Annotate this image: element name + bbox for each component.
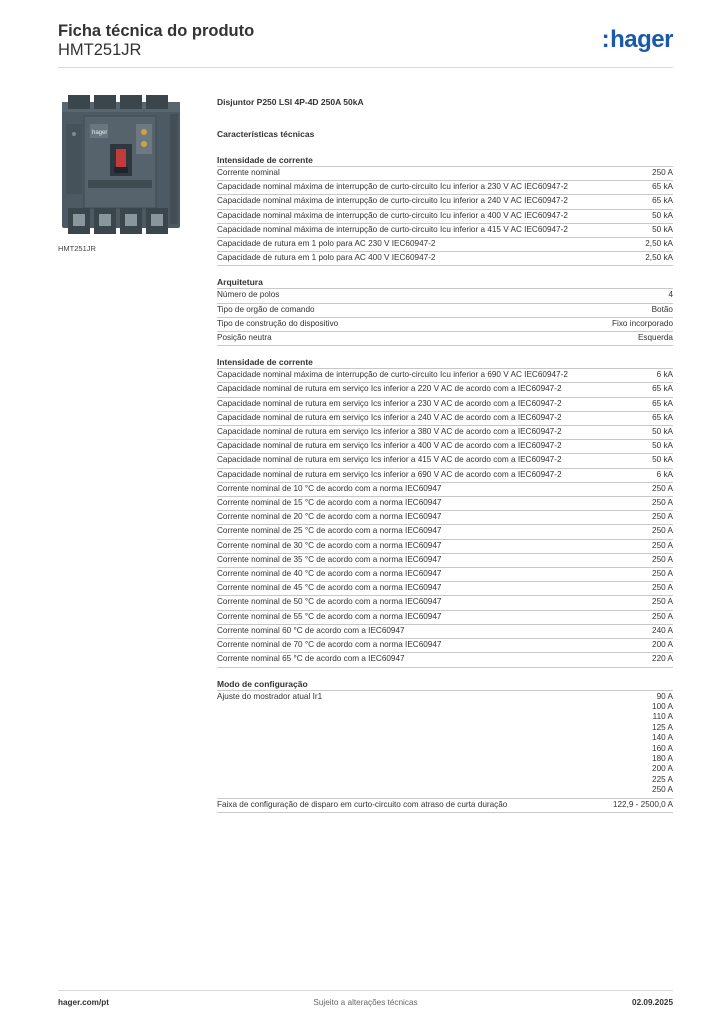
spec-value: 2,50 kA [645, 239, 673, 249]
spec-value: 200 A [652, 640, 673, 650]
spec-value: 50 kA [652, 427, 673, 437]
spec-label: Faixa de configuração de disparo em curto-circuito com atraso de curta duração [217, 799, 508, 809]
spec-value: 240 A [652, 625, 673, 635]
footer-divider [58, 990, 673, 991]
spec-row [217, 568, 673, 582]
technical-characteristics-title: Características técnicas [217, 129, 315, 139]
spec-label: Corrente nominal [217, 168, 280, 177]
spec-value: 2,50 kA [645, 253, 673, 263]
spec-label: Capacidade nominal de rutura em serviço Ics inferior a 220 V AC de acordo com a IEC60947-2 [217, 384, 562, 394]
spec-label: Capacidade nominal de rutura em serviço Ics inferior a 240 V AC de acordo com a IEC60947-2 [217, 412, 562, 422]
spec-value: 250 A [652, 540, 673, 550]
spec-section [217, 678, 673, 813]
header-divider [58, 67, 673, 68]
spec-value: Fixo incorporado [612, 318, 673, 328]
spec-label: Corrente nominal de 70 °C de acordo com a norma IEC60947 [217, 640, 442, 650]
spec-value: 250 A [652, 168, 673, 177]
footer-date: 02.09.2025 [632, 998, 673, 1007]
spec-label: Número de polos [217, 290, 280, 300]
section-title: Arquitetura [217, 276, 673, 289]
spec-value: 50 kA [652, 441, 673, 451]
footer-website: hager.com/pt [58, 998, 109, 1007]
spec-value-option: 180 A [652, 753, 673, 763]
product-image [58, 94, 188, 239]
spec-label: Capacidade de rutura em 1 polo para AC 230 V IEC60947-2 [217, 239, 436, 249]
spec-row [217, 426, 673, 440]
spec-value-option: 250 A [652, 785, 673, 795]
spec-label: Tipo de construção do dispositivo [217, 318, 339, 328]
spec-row [217, 332, 673, 346]
spec-label: Corrente nominal de 45 °C de acordo com a norma IEC60947 [217, 583, 442, 593]
spec-row [217, 483, 673, 497]
spec-row [217, 252, 673, 266]
spec-row [217, 383, 673, 397]
spec-row [217, 289, 673, 303]
spec-value: 250 A [652, 483, 673, 493]
spec-value [652, 692, 673, 796]
spec-value: 250 A [652, 554, 673, 564]
spec-row [217, 554, 673, 568]
spec-value: 6 kA [656, 370, 673, 380]
spec-value: Botão [651, 304, 673, 314]
spec-row [217, 369, 673, 383]
spec-value: 65 kA [652, 398, 673, 408]
spec-label: Capacidade nominal máxima de interrupção de curto-circuito Icu inferior a 415 V AC IEC60947-2 [217, 224, 568, 234]
spec-label: Capacidade nominal máxima de interrupção de curto-circuito Icu inferior a 690 V AC IEC60947-2 [217, 370, 568, 380]
spec-section [217, 356, 673, 667]
hager-logo: :hager [601, 26, 673, 53]
logo-text: hager [610, 26, 673, 53]
spec-label: Corrente nominal de 40 °C de acordo com a norma IEC60947 [217, 569, 442, 579]
spec-label: Corrente nominal de 20 °C de acordo com a norma IEC60947 [217, 512, 442, 522]
spec-label: Capacidade nominal de rutura em serviço Ics inferior a 380 V AC de acordo com a IEC60947-2 [217, 427, 562, 437]
product-name: Disjuntor P250 LSI 4P-4D 250A 50kA [217, 97, 364, 107]
spec-value: Esquerda [637, 333, 673, 343]
spec-value: 65 kA [652, 384, 673, 394]
spec-label: Posição neutra [217, 333, 272, 343]
spec-label: Corrente nominal de 55 °C de acordo com a norma IEC60947 [217, 611, 442, 621]
spec-row [217, 799, 673, 813]
spec-value: 250 A [652, 526, 673, 536]
document-title: Ficha técnica do produto [58, 22, 255, 40]
spec-label: Capacidade de rutura em 1 polo para AC 400 V IEC60947-2 [217, 253, 436, 263]
device-brand-text: hager [92, 130, 108, 136]
spec-value: 6 kA [656, 469, 673, 479]
spec-row [217, 511, 673, 525]
spec-label: Corrente nominal de 25 °C de acordo com a norma IEC60947 [217, 526, 442, 536]
spec-label: Corrente nominal 65 °C de acordo com a IEC60947 [217, 654, 405, 664]
spec-row [217, 210, 673, 224]
footer-disclaimer: Sujeito a alterações técnicas [313, 998, 418, 1007]
spec-value: 250 A [652, 498, 673, 508]
spec-value: 250 A [652, 569, 673, 579]
spec-label: Tipo de orgão de comando [217, 304, 315, 314]
spec-value: 50 kA [652, 210, 673, 220]
product-code: HMT251JR [58, 41, 142, 59]
spec-row [217, 497, 673, 511]
spec-sections [217, 154, 673, 813]
spec-value-option: 90 A [656, 691, 673, 701]
spec-content [217, 96, 673, 823]
spec-label: Capacidade nominal máxima de interrupção de curto-circuito Icu inferior a 230 V AC IEC60947-2 [217, 182, 568, 192]
spec-label: Corrente nominal 60 °C de acordo com a IEC60947 [217, 625, 405, 635]
spec-value: 250 A [652, 512, 673, 522]
spec-row [217, 167, 673, 181]
spec-label: Capacidade nominal de rutura em serviço Ics inferior a 690 V AC de acordo com a IEC60947-2 [217, 469, 562, 479]
section-title: Intensidade de corrente [217, 356, 673, 369]
spec-row [217, 691, 673, 799]
spec-value: 250 A [652, 597, 673, 607]
spec-value: 65 kA [652, 412, 673, 422]
spec-value: 50 kA [652, 455, 673, 465]
spec-value: 250 A [652, 583, 673, 593]
spec-label: Capacidade nominal máxima de interrupção de curto-circuito Icu inferior a 400 V AC IEC60947-2 [217, 210, 568, 220]
spec-section [217, 154, 673, 266]
image-caption: HMT251JR [58, 244, 96, 253]
spec-label: Corrente nominal de 50 °C de acordo com a norma IEC60947 [217, 597, 442, 607]
spec-value-option: 125 A [652, 722, 673, 732]
spec-row [217, 596, 673, 610]
spec-label: Corrente nominal de 15 °C de acordo com a norma IEC60947 [217, 498, 442, 508]
spec-label: Capacidade nominal de rutura em serviço Ics inferior a 400 V AC de acordo com a IEC60947-2 [217, 441, 562, 451]
spec-row [217, 469, 673, 483]
spec-label: Capacidade nominal de rutura em serviço Ics inferior a 415 V AC de acordo com a IEC60947-2 [217, 455, 562, 465]
spec-value-option: 100 A [652, 701, 673, 711]
spec-row [217, 412, 673, 426]
spec-value-option: 225 A [652, 774, 673, 784]
spec-row [217, 398, 673, 412]
spec-value-option: 110 A [652, 712, 673, 722]
spec-row [217, 304, 673, 318]
spec-row [217, 181, 673, 195]
spec-row [217, 525, 673, 539]
spec-row [217, 582, 673, 596]
section-title: Modo de configuração [217, 678, 673, 691]
spec-row [217, 224, 673, 238]
spec-label: Corrente nominal de 30 °C de acordo com a norma IEC60947 [217, 540, 442, 550]
spec-row [217, 639, 673, 653]
spec-value: 65 kA [652, 182, 673, 192]
spec-label: Ajuste do mostrador atual Ir1 [217, 691, 323, 701]
spec-value: 122,9 - 2500,0 A [612, 799, 673, 809]
spec-row [217, 195, 673, 209]
spec-row [217, 238, 673, 252]
spec-value-option: 200 A [652, 764, 673, 774]
spec-row [217, 625, 673, 639]
spec-value-option: 160 A [652, 743, 673, 753]
spec-label: Corrente nominal de 10 °C de acordo com a norma IEC60947 [217, 483, 442, 493]
spec-label: Corrente nominal de 35 °C de acordo com a norma IEC60947 [217, 554, 442, 564]
spec-value: 4 [668, 290, 673, 300]
section-title: Intensidade de corrente [217, 154, 673, 167]
spec-label: Capacidade nominal máxima de interrupção de curto-circuito Icu inferior a 240 V AC IEC60947-2 [217, 196, 568, 206]
spec-label: Capacidade nominal de rutura em serviço Ics inferior a 230 V AC de acordo com a IEC60947-2 [217, 398, 562, 408]
page-footer [58, 998, 673, 1010]
spec-value-option: 140 A [652, 733, 673, 743]
spec-value: 220 A [652, 654, 673, 664]
spec-value: 250 A [652, 611, 673, 621]
page-header [58, 22, 673, 70]
spec-row [217, 454, 673, 468]
spec-value: 50 kA [652, 224, 673, 234]
spec-row [217, 611, 673, 625]
spec-row [217, 318, 673, 332]
spec-row [217, 540, 673, 554]
spec-row [217, 653, 673, 667]
spec-row [217, 440, 673, 454]
spec-value: 65 kA [652, 196, 673, 206]
spec-section [217, 276, 673, 346]
